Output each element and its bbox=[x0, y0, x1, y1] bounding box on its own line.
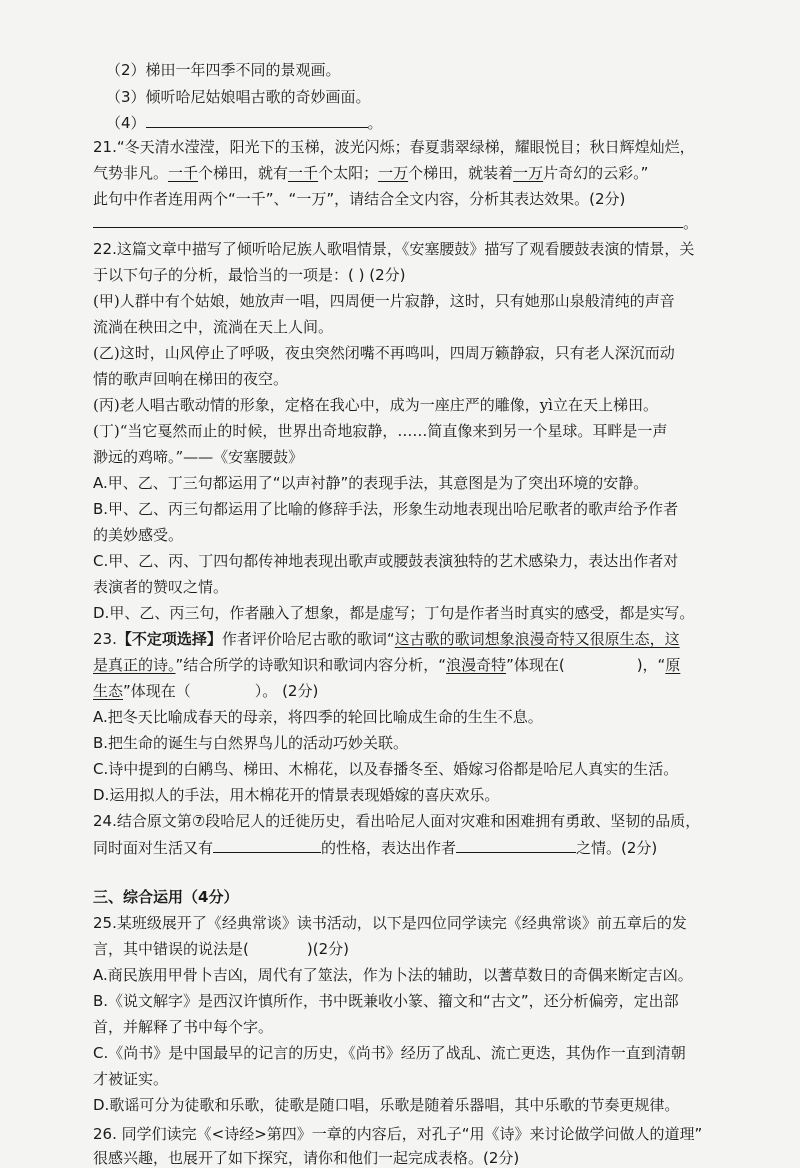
option-c: C.甲、乙、丙、丁四句都传神地表现出歌声或腰鼓表演独特的艺术感染力，表达出作者对 bbox=[93, 552, 679, 570]
sentence-ding: (丁)“当它戛然而止的时候，世界出奇地寂静，……简直像来到另一个星球。耳畔是一声 bbox=[93, 422, 668, 440]
question-22-line: 于以下句子的分析，最恰当的一项是：( ) (2分) bbox=[93, 266, 406, 284]
question-22: 22.这篇文章中描写了倾听哈尼族人歌唱情景，《安塞腰鼓》描写了观看腰鼓表演的情景，关 bbox=[93, 240, 695, 258]
question-26-line: 很感兴趣，也展开了如下探究，请你和他们一起完成表格。(2分) bbox=[93, 1149, 520, 1167]
option-c: C.诗中提到的白鹇鸟、梯田、木棉花，以及春播冬至、婚嫁习俗都是哈尼人真实的生活。 bbox=[93, 760, 679, 778]
option-c: C.《尚书》是中国最早的记言的历史，《尚书》经历了战乱、流亡更迭，其伪作一直到清朝 bbox=[93, 1044, 686, 1062]
option-a: A.商民族用甲骨卜吉凶，周代有了筮法，作为卜法的辅助，以蓍草数日的奇偶来断定吉凶。 bbox=[93, 966, 693, 984]
option-b: B.《说文解字》是西汉许慎所作，书中既兼收小篆、籀文和“古文”，还分析偏旁，定出部 bbox=[93, 992, 679, 1010]
option-b-line: 首，并解释了书中每个字。 bbox=[93, 1018, 274, 1036]
question-21-line: 此句中作者连用两个“一千”、“一万”，请结合全文内容，分析其表达效果。(2分) bbox=[93, 190, 626, 208]
answer-blank[interactable] bbox=[93, 212, 683, 228]
option-b: B.甲、乙、丙三句都运用了比喻的修辞手法，形象生动地表现出哈尼歌者的歌声给予作者 bbox=[93, 500, 679, 518]
question-24-line: 同时面对生活又有 的性格，表达出作者 之情。(2分) bbox=[93, 839, 658, 857]
option-c-line: 才被证实。 bbox=[93, 1070, 169, 1088]
question-21: 21.“冬天清水滢滢，阳光下的玉梯，波光闪烁；春夏翡翠绿梯，耀眼悦目；秋日辉煌灿烂， bbox=[93, 138, 695, 156]
list-item: （3）倾听哈尼姑娘唱古歌的奇妙画面。 bbox=[106, 88, 371, 106]
answer-blank[interactable] bbox=[213, 837, 321, 853]
question-23-line: 是真正的诗。”结合所学的诗歌知识和歌词内容分析，“浪漫奇特”体现在( )，“原 bbox=[93, 656, 681, 674]
question-21-line: 气势非凡。一千个梯田，就有一千个太阳；一万个梯田，就装着一万片奇幻的云彩。” bbox=[93, 164, 649, 182]
question-23-line: 生态”体现在（ ）。 (2分) bbox=[93, 682, 319, 700]
option-d: D.甲、乙、丙三句，作者融入了想象，都是虚写；丁句是作者当时真实的感受，都是实写。 bbox=[93, 604, 695, 622]
option-b: B.把生命的诞生与白然界鸟儿的活动巧妙关联。 bbox=[93, 734, 409, 752]
option-a: A.甲、乙、丁三句都运用了“以声衬静”的表现手法，其意图是为了突出环境的安静。 bbox=[93, 474, 649, 492]
question-25: 25.某班级展开了《经典常谈》读书活动，以下是四位同学读完《经典常谈》前五章后的发 bbox=[93, 914, 687, 932]
sentence-yi-line: 情的歌声回响在梯田的夜空。 bbox=[93, 370, 289, 388]
sentence-yi: (乙)这时，山风停止了呼吸，夜虫突然闭嘴不再鸣叫，四周万籁静寂，只有老人深沉而动 bbox=[93, 344, 675, 362]
option-c-line: 表演者的赞叹之情。 bbox=[93, 578, 229, 596]
option-a: A.把冬天比喻成春天的母亲，将四季的轮回比喻成生命的生生不息。 bbox=[93, 708, 543, 726]
list-item: （4） 。 bbox=[106, 114, 383, 132]
list-item: （2）梯田一年四季不同的景观画。 bbox=[106, 61, 341, 79]
question-23: 23.【不定项选择】作者评价哈尼古歌的歌词“这古歌的歌词想象浪漫奇特又很原生态，这 bbox=[93, 630, 680, 648]
sentence-jia: (甲)人群中有个姑娘，她放声一唱，四周便一片寂静，这时，只有她那山泉般清纯的声音 bbox=[93, 292, 675, 310]
sentence-ding-line: 渺远的鸡啼。”——《安塞腰鼓》 bbox=[93, 448, 304, 466]
section-heading: 三、综合运用（4分） bbox=[93, 888, 239, 906]
sentence-jia-line: 流淌在秧田之中，流淌在天上人间。 bbox=[93, 318, 334, 336]
option-d: D.歌谣可分为徒歌和乐歌，徒歌是随口唱，乐歌是随着乐器唱，其中乐歌的节奏更规律。 bbox=[93, 1096, 680, 1114]
option-b-line: 的美妙感受。 bbox=[93, 526, 184, 544]
question-26: 26. 同学们读完《<诗经>第四》一章的内容后，对孔子“用《诗》来讨论做学问做人的道理” bbox=[93, 1125, 703, 1143]
answer-blank[interactable] bbox=[456, 837, 576, 853]
option-d: D.运用拟人的手法，用木棉花开的情景表现婚嫁的喜庆欢乐。 bbox=[93, 786, 500, 804]
sentence-bing: (丙)老人唱古歌动情的形象，定格在我心中，成为一座庄严的雕像，yì立在天上梯田。 bbox=[93, 396, 658, 414]
answer-blank[interactable] bbox=[146, 112, 368, 128]
question-24: 24.结合原文第⑦段哈尼人的迁徙历史，看出哈尼人面对灾难和困难拥有勇敢、坚韧的品质， bbox=[93, 812, 701, 830]
question-25-line: 言，其中错误的说法是( )(2分) bbox=[93, 940, 349, 958]
question-21-answer: 。 bbox=[93, 212, 698, 233]
